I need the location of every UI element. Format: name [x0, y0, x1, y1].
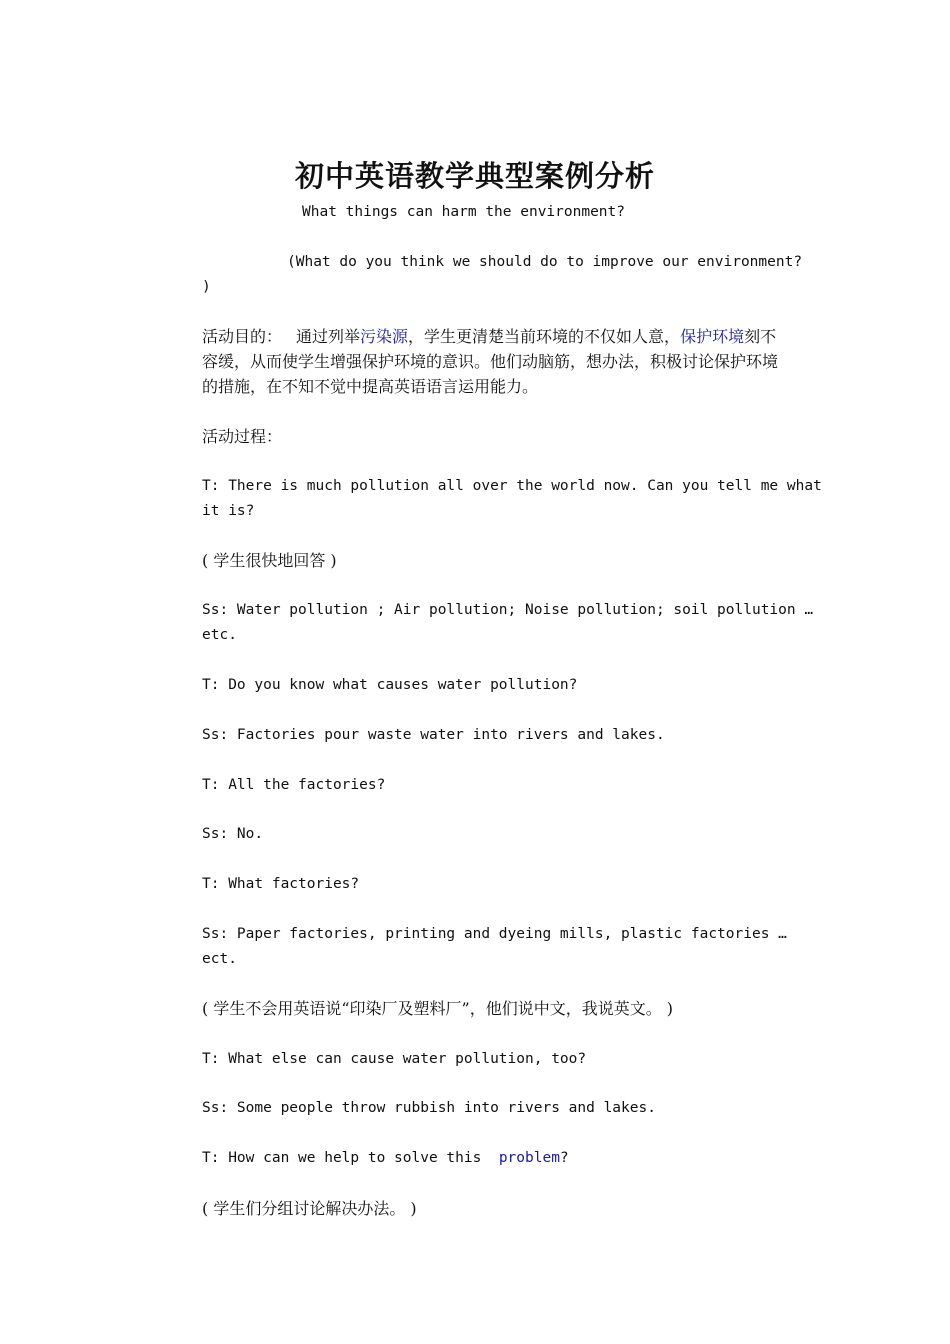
- dialogue-line: T: There is much pollution all over the world now. Can you tell me what: [202, 478, 822, 494]
- question-1: What things can harm the environment?: [302, 204, 626, 220]
- link-problem[interactable]: problem: [498, 1150, 560, 1166]
- question-2: (What do you think we should do to improve our environment?: [287, 254, 803, 270]
- dialogue-line: T: Do you know what causes water pollution?: [202, 677, 578, 693]
- dialogue-line: Ss: Factories pour waste water into rivers and lakes.: [202, 727, 665, 743]
- purpose-label: 活动目的：: [202, 327, 283, 346]
- teacher-note: ( 学生很快地回答 ): [202, 551, 337, 570]
- question-2-close: ): [202, 279, 211, 295]
- dialogue-line: Ss: No.: [202, 826, 264, 842]
- link-protect-environment[interactable]: 保护环境: [680, 327, 745, 346]
- dialogue-line: T: How can we help to solve this problem?: [202, 1150, 569, 1166]
- dialogue-line: etc.: [202, 627, 237, 643]
- dialogue-line: Ss: Some people throw rubbish into rivers and lakes.: [202, 1100, 656, 1116]
- dialogue-line: T: All the factories?: [202, 777, 386, 793]
- purpose-line-1: 活动目的： 通过列举污染源，学生更清楚当前环境的不仅如人意，保护环境刻不: [202, 327, 777, 346]
- dialogue-line: ect.: [202, 951, 237, 967]
- teacher-note: ( 学生们分组讨论解决办法。 ): [202, 1199, 417, 1218]
- dialogue-line: Ss: Water pollution ; Air pollution; Noise pollution; soil pollution …: [202, 602, 814, 618]
- document-title: 初中英语教学典型案例分析: [294, 159, 655, 193]
- dialogue-line: T: What else can cause water pollution, too?: [202, 1051, 587, 1067]
- dialogue-line: T: What factories?: [202, 876, 360, 892]
- purpose-line-3: 的措施，在不知不觉中提高英语语言运用能力。: [202, 377, 539, 396]
- dialogue-line: it is?: [202, 503, 255, 519]
- process-label: 活动过程：: [202, 427, 283, 446]
- dialogue-line: Ss: Paper factories, printing and dyeing mills, plastic factories …: [202, 926, 787, 942]
- link-pollution-source[interactable]: 污染源: [360, 327, 409, 346]
- teacher-note: ( 学生不会用英语说“印染厂及塑料厂”，他们说中文，我说英文。 ): [202, 999, 674, 1018]
- purpose-line-2: 容缓，从而使学生增强保护环境的意识。他们动脑筋，想办法，积极讨论保护环境: [202, 352, 779, 371]
